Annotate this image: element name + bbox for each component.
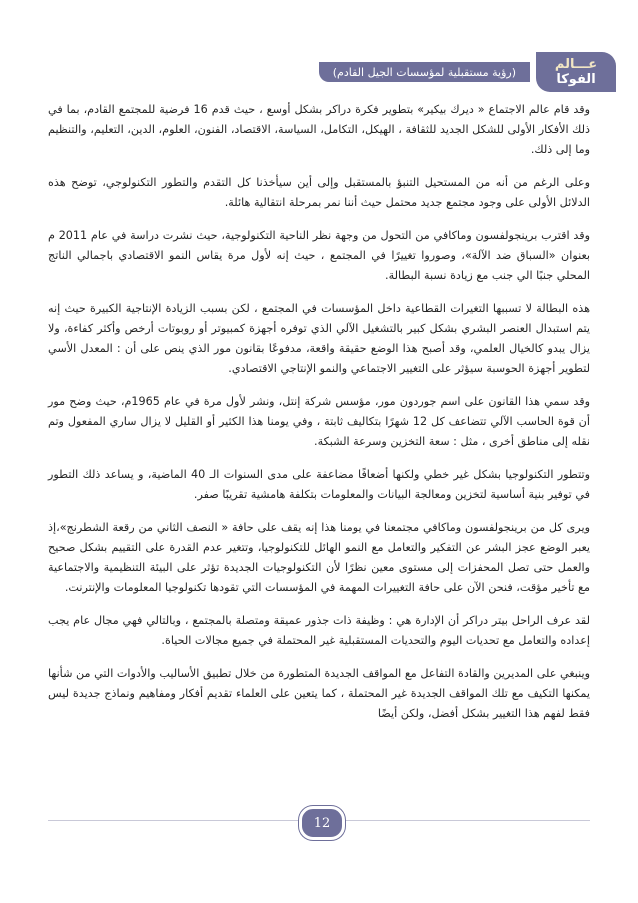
- paragraph: هذه البطالة لا تسببها التغيرات القطاعية داخل المؤسسات في المجتمع ، لكن بسبب الزيادة الإنتاجية الكبيرة حيث إنه يتم استبدال العنصر البشري بشكل كبير بالتشغيل الآلي الذي توفره أجهزة كمبيوتر أو روبوتات أرخص وأكثر كفاءة، ولا يزال يبدو كالخيال العلمي، وقد أصبح هذا الوضع حقيقة واقعة، مدفوعًا بقانون مور الذي ينص على أن : المعدل الأسي لتطوير أجهزة الحوسبة سيؤثر على التغيير الاجتماعي والنمو الإنتاجي الاقتصادي.: [48, 302, 590, 375]
- logo-line-2: الفوكا: [556, 72, 596, 87]
- page-number-text: 12: [313, 815, 331, 831]
- banner-title: (رؤية مستقبلية لمؤسسات الجيل القادم): [332, 65, 516, 79]
- page-number: [299, 806, 345, 840]
- paragraph: وقد سمي هذا القانون على اسم جوردون مور، مؤسس شركة إنتل، ونشر لأول مرة في عام 1965م، حيث وضح مور أن قوة الحاسب الآلي تتضاعف كل 12 شهرًا بتكاليف ثابتة ، وفي يومنا هذا الكثير أو القليل لا يزال ساري المفعول وتم نقله إلى مناطق أخرى ، مثل : سعة التخزين وسرعة الشبكة.: [48, 395, 590, 448]
- header-banner: [319, 62, 530, 82]
- paragraph: وتتطور التكنولوجيا بشكل غير خطي ولكنها أضعافًا مضاعفة على مدى السنوات الـ 40 الماضية، و يساعد ذلك التطور في توفير بنية أساسية لتخزين ومعالجة البيانات والمعلومات بتكلفة هامشية تقريبًا صفر.: [48, 468, 590, 501]
- paragraph: لقد عرف الراحل بيتر دراكر أن الإدارة هي : وظيفة ذات جذور عميقة ومتصلة بالمجتمع ، وبالتالي فهي مجال عام يجب إعداده والتعامل مع تحديات اليوم والتحديات المستقبلية غير المحتملة في جميع مجالات الحياة.: [48, 614, 590, 647]
- paragraph: وقد قام عالم الاجتماع « ديرك بيكير» بتطوير فكرة دراكر بشكل أوسع ، حيث قدم 16 فرضية للمجتمع القادم، بما في ذلك الأفكار الأولى للشكل الجديد للثقافة ، الهيكل، التكامل، السياسة، الاقتصاد، الفنون، العلوم، الدين، التعليم، والتنظيم وما إلى ذلك.: [48, 103, 591, 156]
- logo-line-1: عـــالم: [554, 57, 598, 72]
- paragraph: وينبغي على المديرين والقادة التفاعل مع المواقف الجديدة المتطورة من خلال تطبيق الأساليب والأدوات التي من شأنها يمكنها التكيف مع تلك المواقف الجديدة غير المحتملة ، كما يتعين على العلماء تقديم أفكار ومفاهيم ونماذج جديدة ليس فقط لفهم هذا التغيير بشكل أفضل، ولكن أيضًا: [48, 667, 590, 720]
- article-body: [48, 100, 590, 737]
- magazine-logo: [536, 52, 616, 92]
- paragraph: ويرى كل من برينجولفسون وماكافي مجتمعنا في يومنا هذا إنه يقف على حافة « النصف الثاني من رقعة الشطرنج»،إذ يعبر الوضع عجز البشر عن التفكير والتعامل مع النمو الهائل للتكنولوجيا، وتتغير عدم القدرة على التقييم بشكل صحيح والعمل حتى تصل المحفزات إلى مستوى معين نظرًا لأن التكنولوجيات الجديدة تؤثر على البيئة التنظيمية والاجتماعية مع تأخير مؤقت، فنحن الآن على حافة التغييرات المهمة في المؤسسات التي تقودها تكنولوجيا المعلومات والإنترنت.: [48, 521, 590, 594]
- page-header: [56, 52, 616, 92]
- paragraph: وعلى الرغم من أنه من المستحيل التنبؤ بالمستقبل وإلى أين سيأخذنا كل التقدم والتطور التكنولوجي، توضح هذه الدلائل الأولى على وجود مجتمع جديد محتمل حيث أننا نمر بمرحلة انتقالية هائلة.: [48, 176, 590, 209]
- paragraph: وقد اقترب برينجولفسون وماكافي من التحول من وجهة نظر الناحية التكنولوجية، حيث نشرت دراسة في عام 2011 م بعنوان «السباق ضد الآلة»، وصوروا تغييرًا في المجتمع ، حيث إنه لأول مرة يقاس النمو الاقتصادي باجمالي الناتج المحلي جنبًا الي جنب مع زيادة نسبة البطالة.: [48, 229, 590, 282]
